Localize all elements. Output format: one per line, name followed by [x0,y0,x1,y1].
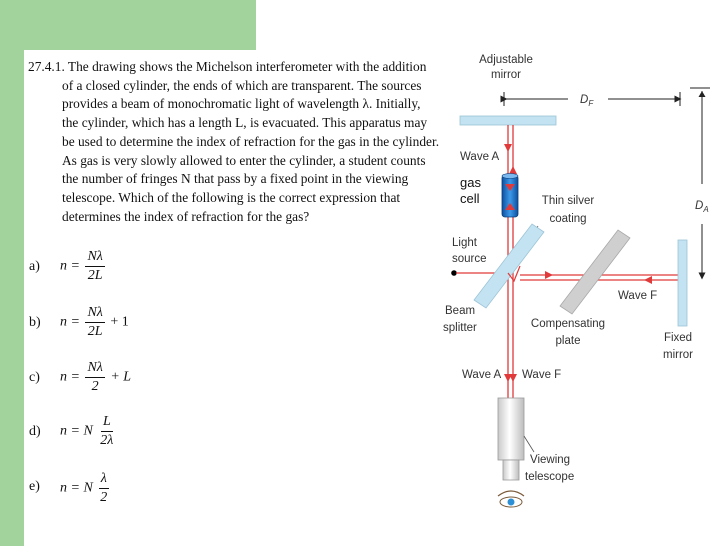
interferometer-diagram [440,44,728,524]
adjustable-mirror-label-2: mirror [490,69,522,81]
option-c-denominator: 2 [91,379,99,394]
da-subscript: A [703,205,709,214]
beam-splitter-label-2: splitter [443,322,477,334]
interferometer-svg [440,44,728,524]
wave-f-bottom-label: Wave F [522,369,562,381]
light-source-dot [451,270,457,276]
beam-splitter-label-1: Beam [445,305,476,317]
eye-icon-brow [498,491,524,496]
thin-silver-label-1: Thin silver [541,195,595,207]
option-d-formula [60,414,117,449]
viewing-telescope-eyepiece [503,460,519,480]
option-e-fraction [98,471,109,506]
option-b-denominator: 2L [87,324,103,339]
wave-f-label: Wave F [618,290,658,302]
compensating-plate-label-1: Compensating [530,318,606,330]
option-a-letter: a) [29,259,40,274]
df-subscript: F [588,99,594,108]
viewing-telescope-pointer [524,436,534,452]
wave-a-label: Wave A [460,151,500,163]
viewing-telescope-body [498,398,524,460]
option-e-formula [60,471,111,506]
thin-silver-label-2: coating [549,213,587,225]
compensating-plate-label-2: plate [555,335,581,347]
problem-text: 27.4.1. The drawing shows the Michelson interferometer with the addition of a closed cylinder, the ends of which are transparent. The sources provides a beam of monochromatic light of wavelength λ. Initially, the cylinder, which has a length L, is evacuated. This apparatus may be used to determine the index of refraction for the gas in the cylinder. As gas is very slowly allowed to enter the cylinder, a student counts the number of fringes N that pass by a fixed point in the viewing telescope. Which of the following is the correct expression that determines the index of refraction for the gas? [28,59,440,224]
option-d-lhs: n = N [60,423,93,439]
option-d-fraction [98,414,115,449]
option-b-lhs: n = [60,314,80,330]
fixed-mirror-label-1: Fixed [663,332,693,344]
fixed-mirror-label-2: mirror [662,349,694,361]
option-c-formula [60,360,131,395]
option-d-letter: d) [29,424,41,439]
light-source-label-2: source [452,253,487,265]
da-label [695,200,709,214]
gas-cell [502,175,518,217]
beam-arrow-up-top [509,166,517,174]
beam-arrow-left [644,276,652,284]
df-label [580,94,594,108]
option-a-denominator: 2L [87,268,103,283]
adjustable-mirror-label-1: Adjustable [479,54,533,66]
option-a-fraction [85,249,104,284]
fixed-mirror [678,240,687,326]
option-b-letter: b) [29,315,41,330]
option-c-letter: c) [29,370,40,385]
option-b-fraction [85,305,104,340]
beam-arrow-right [545,271,553,279]
light-source-label-1: Light [452,237,477,249]
da-symbol: D [695,200,704,212]
background-green-strip [0,0,24,546]
option-b-numerator: Nλ [85,305,104,323]
adjustable-mirror [460,116,556,125]
option-e-numerator: λ [99,471,109,489]
option-a-formula [60,249,107,284]
option-a-numerator: Nλ [85,249,104,267]
option-d-denominator: 2λ [100,433,114,448]
option-c-lhs: n = [60,369,80,385]
option-c-fraction [85,360,104,395]
gas-cell-label-1: gas [460,175,481,190]
eye-icon-pupil [508,499,515,506]
option-e-letter: e) [29,479,40,494]
option-c-suffix: + L [110,369,132,385]
option-e-lhs: n = N [60,480,93,496]
df-symbol: D [580,94,589,106]
viewing-telescope-label-2: telescope [525,471,575,483]
beam-splitter [474,224,544,308]
option-e-denominator: 2 [100,490,108,505]
option-c-numerator: Nλ [85,360,104,378]
beam-arrow-down-top [504,144,512,152]
option-a-lhs: n = [60,258,80,274]
viewing-telescope-label-1: Viewing [530,454,571,466]
option-b-suffix: + 1 [110,314,129,330]
beam-arrow-down-bottom-2 [509,374,517,382]
option-d-numerator: L [101,414,113,432]
gas-cell-label-2: cell [460,191,480,206]
option-b-formula [60,305,129,340]
gas-cell-top [502,174,518,179]
da-arrow-top [699,91,706,97]
problem-statement [28,58,440,226]
wave-a-bottom-label: Wave A [462,369,502,381]
